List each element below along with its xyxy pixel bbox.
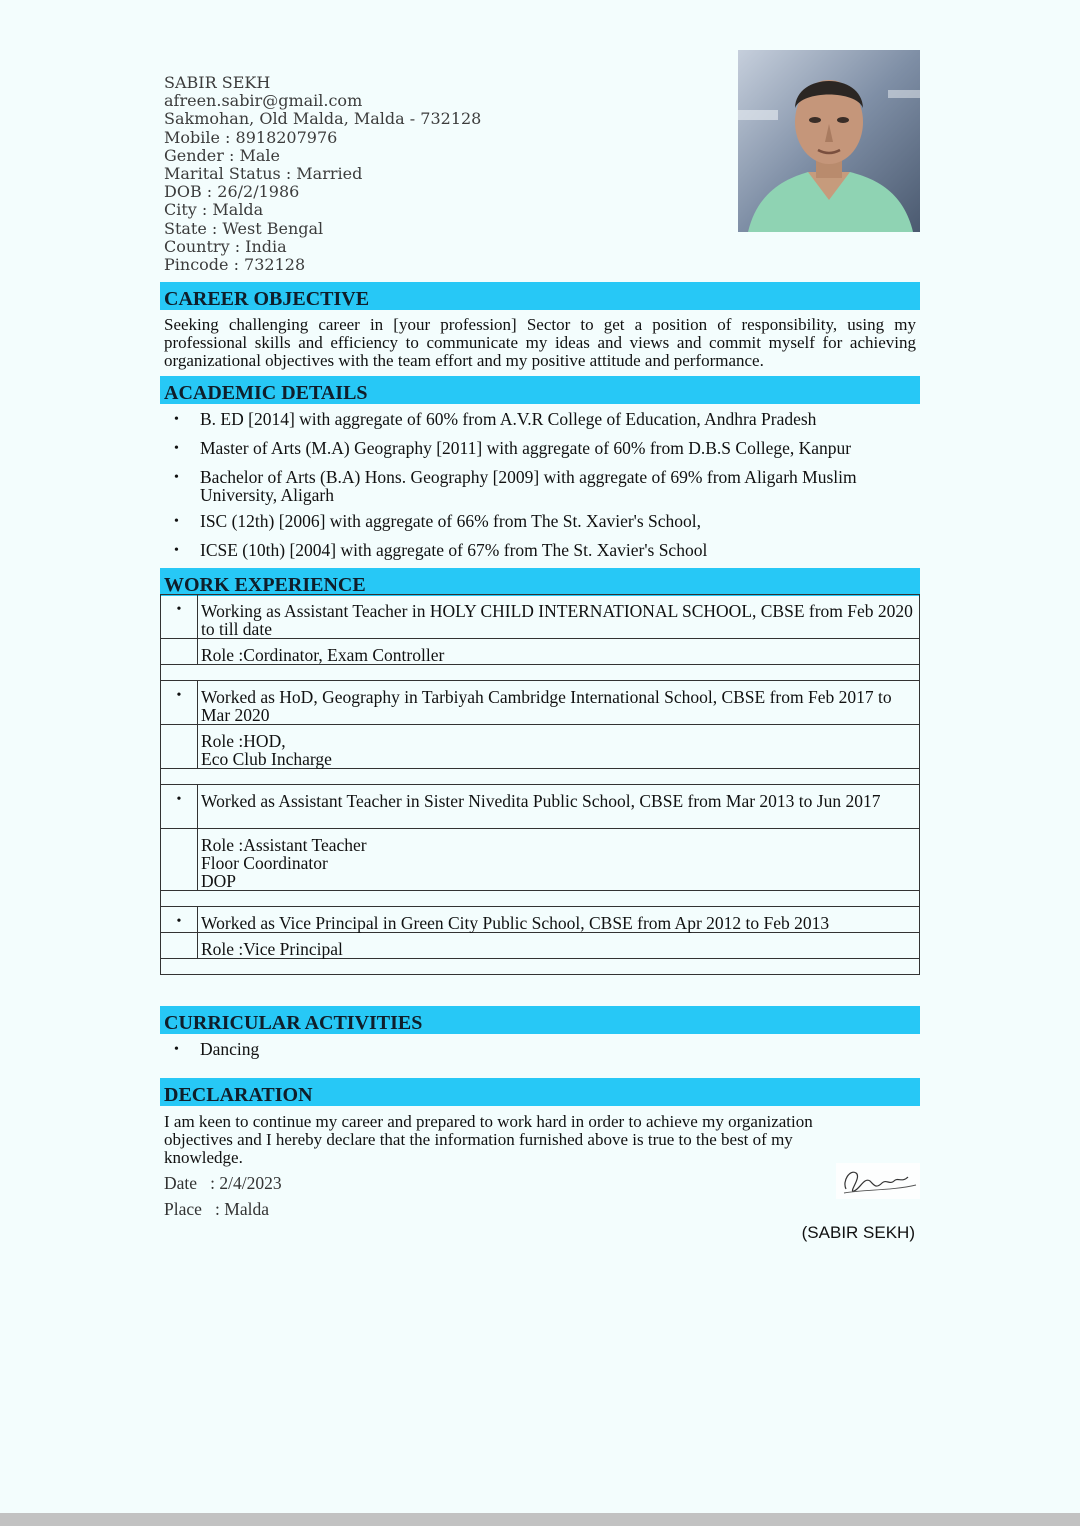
contact-block (164, 74, 704, 274)
bullet: • (161, 681, 198, 725)
address-text: Sakmohan, Old Malda, Malda - 732128 (164, 109, 482, 129)
curricular-list (164, 1040, 916, 1058)
gender-text: Gender : Male (164, 145, 280, 165)
page-bottom-bar (0, 1513, 1080, 1526)
job-title-row (161, 595, 920, 639)
work-experience-table (160, 594, 920, 975)
mobile-text: Mobile : 8918207976 (164, 127, 338, 147)
career-objective-heading: CAREER OBJECTIVE (160, 282, 920, 310)
profile-photo (738, 50, 920, 232)
email-text: afreen.sabir@gmail.com (164, 91, 363, 111)
bullet: • (161, 907, 198, 933)
signature-image (836, 1163, 920, 1199)
declaration-text: I am keen to continue my career and prepared to work hard in order to achieve my organization objectives and I hereby declare that the information furnished above is true to the best of my knowledge. (164, 1112, 813, 1167)
academic-item: • ICSE (10th) [2004] with aggregate of 67% from The St. Xavier's School (164, 541, 916, 559)
job-title-row (161, 907, 920, 933)
curricular-activities-heading: CURRICULAR ACTIVITIES (160, 1006, 920, 1034)
job-role: Role :HOD, Eco Club Incharge (198, 725, 920, 769)
job-role: Role :Assistant Teacher Floor Coordinator DOP (198, 829, 920, 891)
pincode-text: Pincode : 732128 (164, 255, 306, 275)
work-experience-heading: WORK EXPERIENCE (160, 568, 920, 596)
academic-details-heading: ACADEMIC DETAILS (160, 376, 920, 404)
job-title: Worked as Vice Principal in Green City Public School, CBSE from Apr 2012 to Feb 2013 (198, 907, 920, 933)
academic-item: • B. ED [2014] with aggregate of 60% from A.V.R College of Education, Andhra Pradesh (164, 410, 916, 428)
job-title: Working as Assistant Teacher in HOLY CHILD INTERNATIONAL SCHOOL, CBSE from Feb 2020 to till date (198, 595, 920, 639)
city-text: City : Malda (164, 200, 264, 220)
bullet: • (161, 595, 198, 639)
marital-status-text: Marital Status : Married (164, 164, 363, 184)
academic-item: • ISC (12th) [2006] with aggregate of 66% from The St. Xavier's School, (164, 512, 916, 530)
date-text: Date : 2/4/2023 (164, 1173, 282, 1193)
academic-item: • Master of Arts (M.A) Geography [2011] with aggregate of 60% from D.B.S College, Kanpur (164, 439, 916, 457)
dob-text: DOB : 26/2/1986 (164, 182, 300, 202)
job-role-row (161, 933, 920, 959)
declaration-heading: DECLARATION (160, 1078, 920, 1106)
job-role: Role :Vice Principal (198, 933, 920, 959)
signature-scribble (836, 1163, 920, 1199)
academic-item: • Bachelor of Arts (B.A) Hons. Geography [2009] with aggregate of 69% from Aligarh Muslim University, Aligarh (164, 468, 916, 504)
job-role-row (161, 639, 920, 665)
academic-list (164, 410, 916, 559)
state-text: State : West Bengal (164, 218, 324, 238)
country-text: Country : India (164, 236, 287, 256)
job-role-row (161, 725, 920, 769)
job-title: Worked as Assistant Teacher in Sister Nivedita Public School, CBSE from Mar 2013 to Jun 2017 (198, 785, 920, 829)
signature-name: (SABIR SEKH) (801, 1223, 915, 1242)
job-title-row (161, 681, 920, 725)
bullet: • (161, 785, 198, 829)
job-title: Worked as HoD, Geography in Tarbiyah Cambridge International School, CBSE from Feb 2017 to Mar 2020 (198, 681, 920, 725)
job-role-row (161, 829, 920, 891)
job-title-row (161, 785, 920, 829)
profile-photo-illustration (738, 50, 920, 232)
applicant-name: SABIR SEKH (164, 73, 271, 92)
curricular-item: • Dancing (164, 1040, 916, 1058)
career-objective-text: Seeking challenging career in [your profession] Sector to get a position of responsibility, using my professional skills and efficiency to communicate my ideas and views and commit myself for achieving organizational objectives with the team effort and my positive attitude and performance. (164, 315, 916, 370)
place-text: Place : Malda (164, 1199, 269, 1219)
job-role: Role :Cordinator, Exam Controller (198, 639, 920, 665)
